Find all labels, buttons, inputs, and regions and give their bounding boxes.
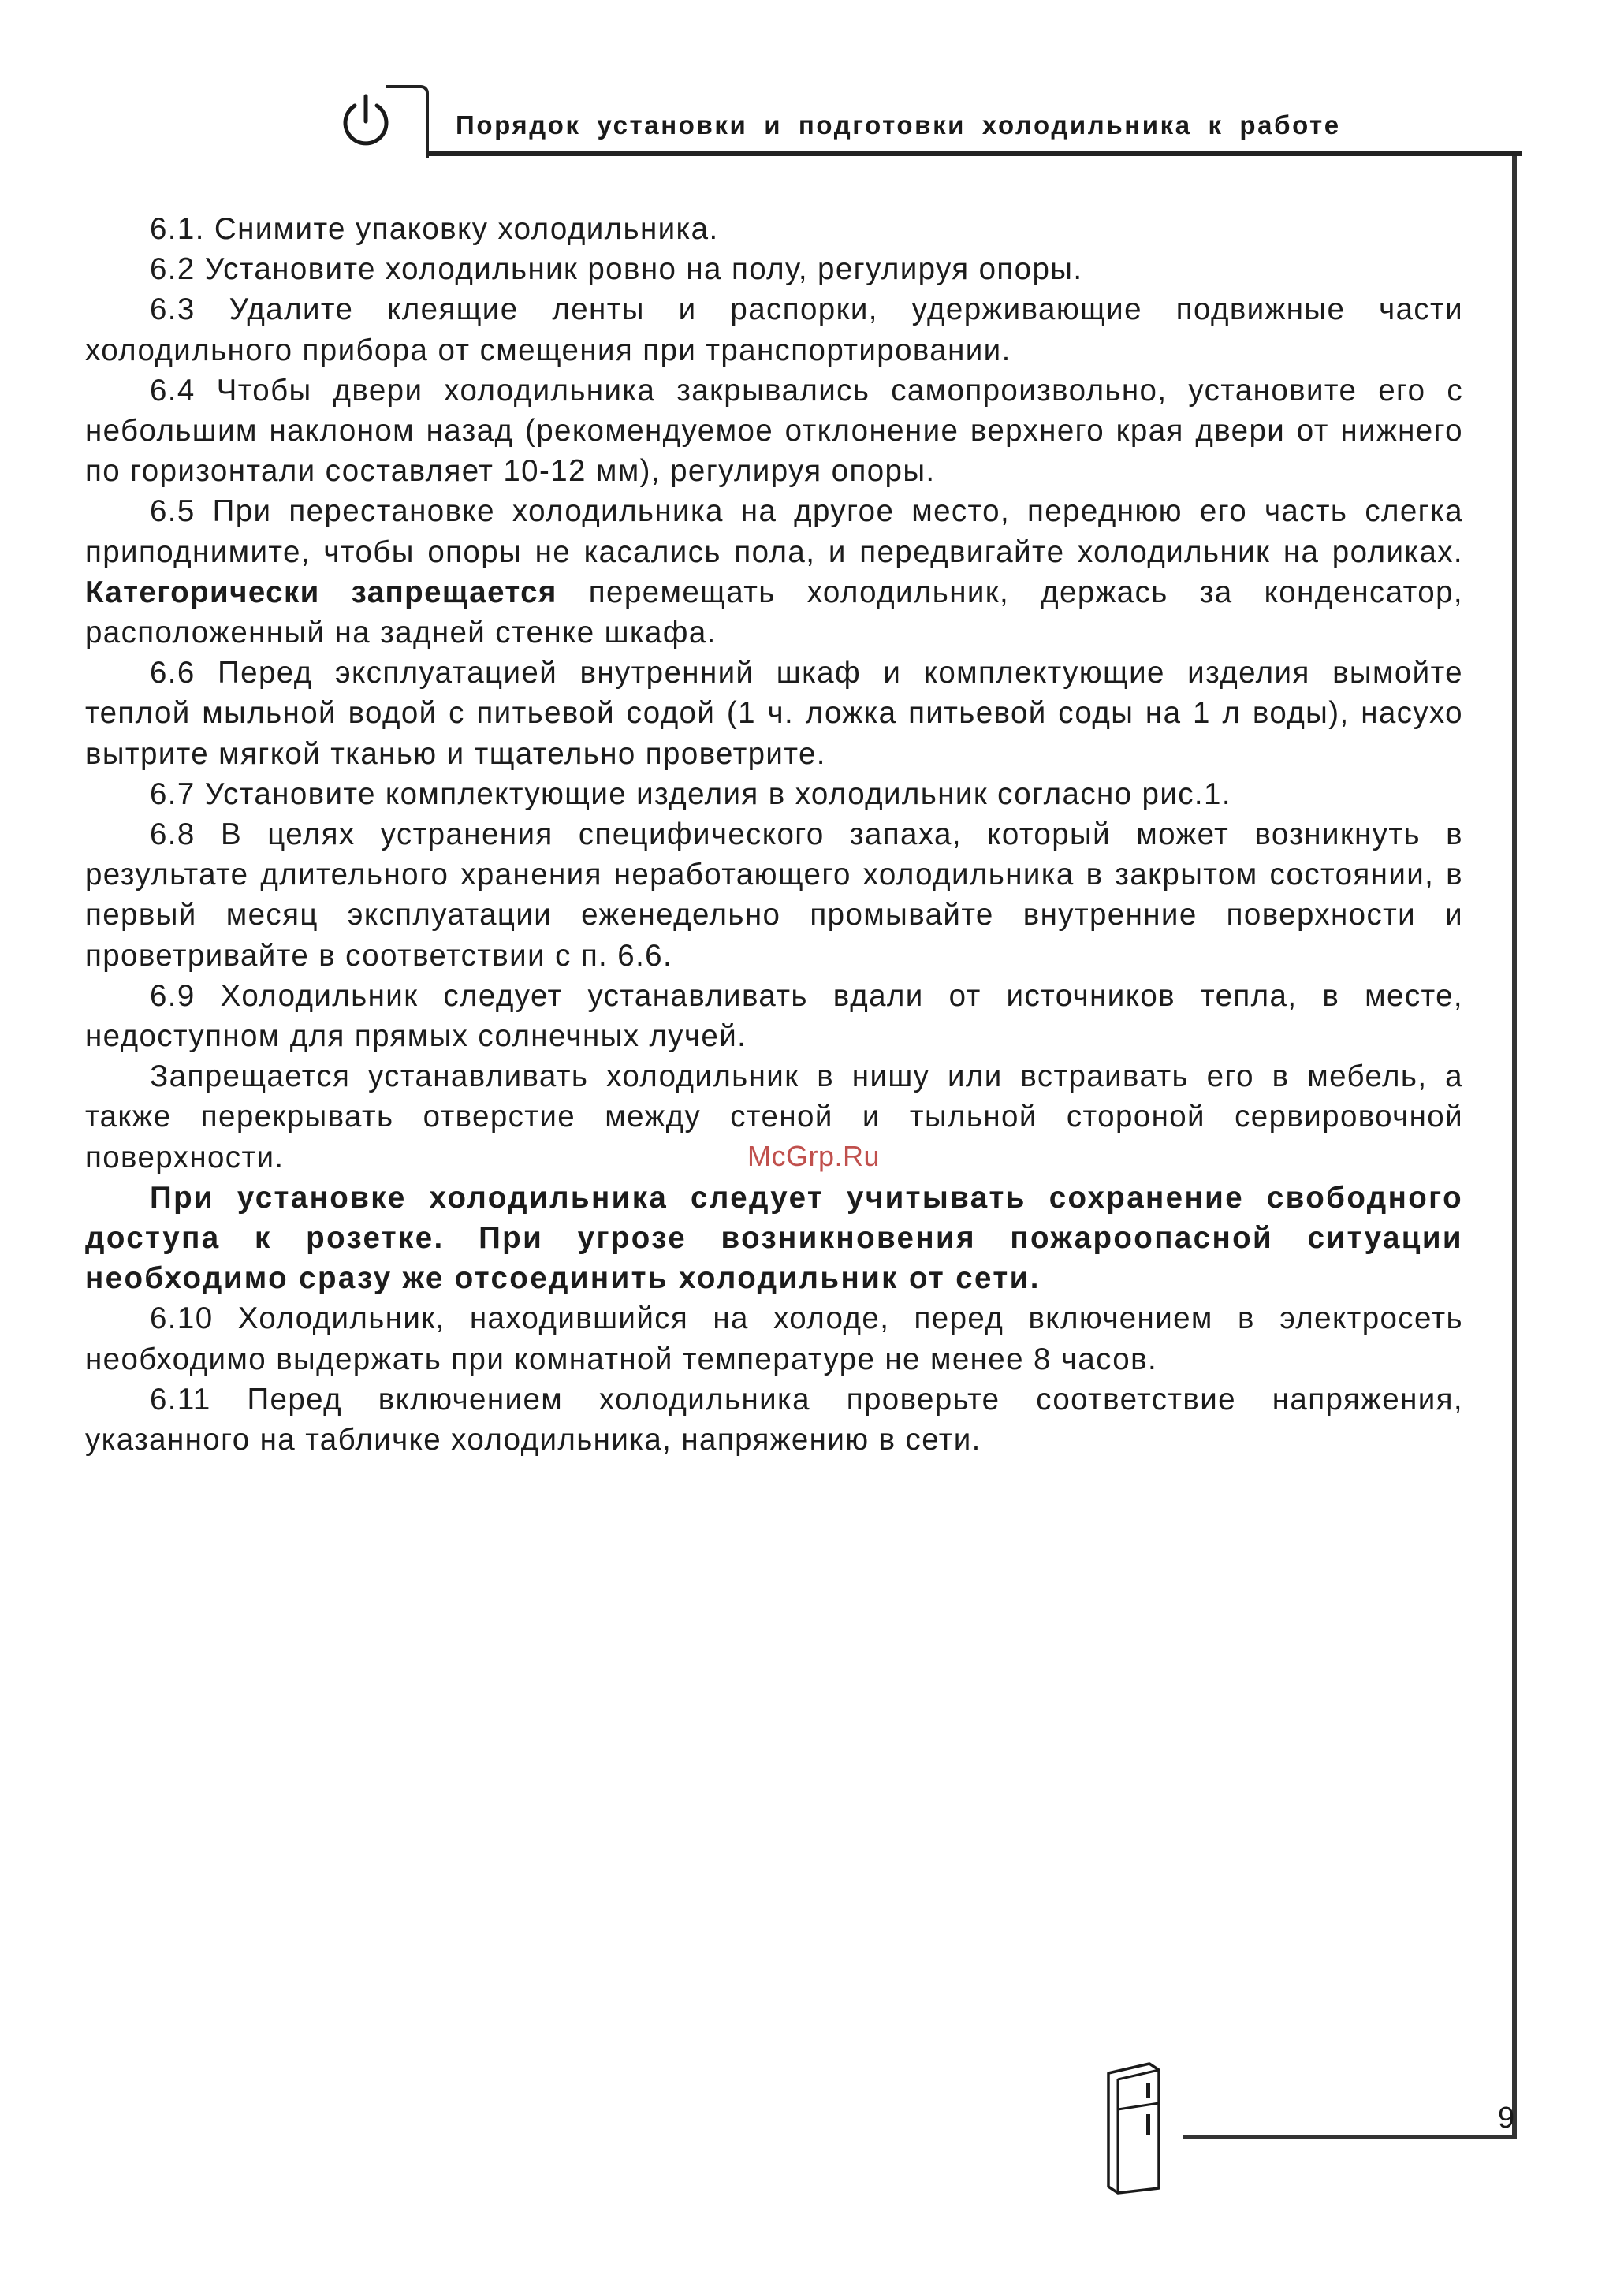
header-rule [429,151,1522,156]
paragraph-6-8: 6.8 В целях устранения специфического запаха, который может возникнуть в результате длительного хранения неработающего холодильника в закрытом состоянии, в первый месяц эксплуатации еженедельно промывайте внутренние поверхности и проветривайте в соответствии с п. 6.6. [85,817,1463,973]
paragraph-6-3: 6.3 Удалите клеящие ленты и распорки, удерживающие подвижные части холодильного прибора от смещения при транспортировании. [85,292,1463,367]
paragraph-6-10: 6.10 Холодильник, находившийся на холоде, перед включением в электросеть необходимо выдержать при комнатной температуре не менее 8 часов. [85,1301,1463,1376]
fridge-icon [1101,2062,1165,2195]
paragraph-6-7: 6.7 Установите комплектующие изделия в холодильник согласно рис.1. [150,776,1231,811]
paragraph-6-4: 6.4 Чтобы двери холодильника закрывались самопроизвольно, установите его с небольшим наклоном назад (рекомендуемое отклонение верхнего края двери от нижнего по горизонтали составляет 10-12 мм), регулируя опоры. [85,373,1463,489]
right-margin-rule [1512,156,1517,2139]
prohibition-emphasis: Категорически запрещается [85,575,557,609]
section-title: Порядок установки и подготовки холодильника к работе [456,110,1341,140]
paragraph-niche-warning: Запрещается устанавливать холодильник в нишу или встраивать его в мебель, а также перекрывать отверстие между стеной и тыльной стороной сервировочной поверхности. [85,1059,1463,1175]
page-number: 9 [1498,2102,1515,2135]
paragraph-6-5-part-2: перемещать холодильник, держась за конденсатор, расположенный на задней стенке шкафа. [85,575,1463,650]
paragraph-6-5 [85,491,1463,653]
instruction-text [85,209,1463,1460]
paragraph-socket-warning: При установке холодильника следует учитывать сохранение свободного доступа к розетке. При угрозе возникновения пожароопасной ситуации необходимо сразу же отсоединить холодильник от сети. [85,1180,1463,1296]
footer-rule [1183,2135,1517,2139]
paragraph-6-9: 6.9 Холодильник следует устанавливать вдали от источников тепла, в месте, недоступном для прямых солнечных лучей. [85,978,1463,1054]
paragraph-6-5-part-1: 6.5 При перестановке холодильника на другое место, переднюю его часть слегка приподнимите, чтобы опоры не касались пола, и передвигайте холодильник на роликах. [85,494,1463,569]
paragraph-6-1: 6.1. Снимите упаковку холодильника. [150,212,719,246]
paragraph-6-11: 6.11 Перед включением холодильника проверьте соответствие напряжения, указанного на табличке холодильника, напряжению в сети. [85,1382,1463,1458]
watermark: McGrp.Ru [747,1140,881,1172]
paragraph-6-6: 6.6 Перед эксплуатацией внутренний шкаф и комплектующие изделия вымойте теплой мыльной водой с питьевой содой (1 ч. ложка питьевой соды на 1 л воды), насухо вытрите мягкой тканью и тщательно проветрите. [85,656,1463,771]
header-frame [386,85,429,158]
paragraph-6-2: 6.2 Установите холодильник ровно на полу, регулируя опоры. [150,252,1083,287]
